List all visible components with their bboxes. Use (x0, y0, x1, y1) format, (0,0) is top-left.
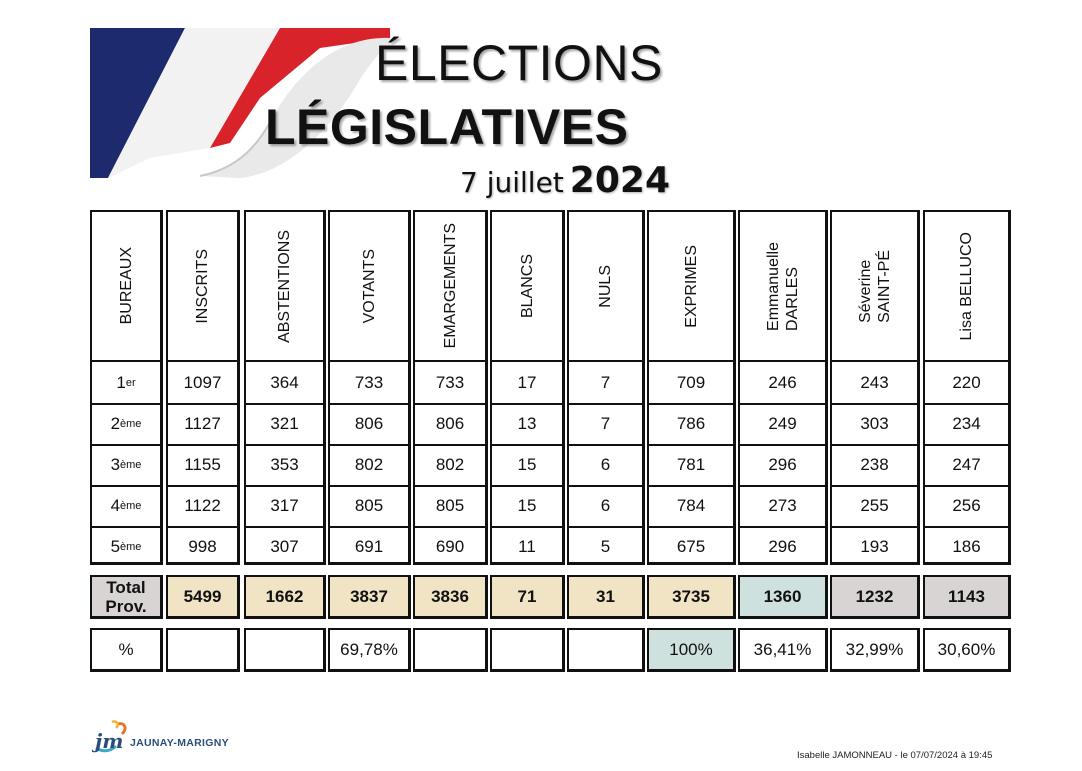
data-cell: 353 (246, 444, 323, 487)
column-nuls (567, 210, 645, 565)
header-label (441, 223, 460, 348)
header-line: VOTANTS (360, 248, 378, 324)
header-label (117, 247, 136, 324)
total-cell: 31 (567, 575, 645, 619)
bureau-ordinal: er (125, 376, 136, 389)
percent-cell (490, 628, 565, 672)
total-cell: 3735 (647, 575, 736, 619)
data-cell: 806 (415, 403, 485, 446)
data-cell: 17 (492, 362, 562, 405)
data-cell: 15 (492, 444, 562, 487)
data-cell: 234 (925, 403, 1008, 446)
data-cell: 709 (649, 362, 733, 405)
percent-cell (567, 628, 645, 672)
data-cell: 317 (246, 485, 323, 528)
data-cell: 784 (649, 485, 733, 528)
data-cell: 781 (649, 444, 733, 487)
header-line: Emmanuelle (764, 241, 782, 331)
data-cell: 802 (415, 444, 485, 487)
data-cell: 303 (832, 403, 917, 446)
data-cell: 786 (649, 403, 733, 446)
data-cell: 1097 (168, 362, 237, 405)
data-cell: 249 (740, 403, 825, 446)
data-cell: 6 (569, 444, 642, 487)
total-cell: 1662 (244, 575, 326, 619)
bureau-ordinal: ème (120, 499, 142, 512)
data-cell: 15 (492, 485, 562, 528)
header-label (596, 265, 615, 308)
header-exprimes (649, 212, 733, 362)
data-cell: 307 (270, 536, 299, 556)
data-cell: 186 (952, 536, 981, 556)
logo-text: JAUNAY-MARIGNY (130, 737, 229, 749)
header-darles (740, 212, 825, 362)
data-cell: 733 (330, 362, 408, 405)
header-inscrits (168, 212, 237, 362)
data-cell: 296 (740, 444, 825, 487)
data-cell: 11 (518, 536, 536, 556)
column-exprimes (647, 210, 736, 565)
data-cell: 13 (492, 403, 562, 446)
data-cell: 6 (569, 485, 642, 528)
bureau-number: 2 (110, 413, 121, 433)
data-cell: 675 (676, 536, 706, 556)
header-line: BUREAUX (117, 247, 135, 325)
header-line: Lisa BELLUCO (958, 231, 975, 341)
data-cell: 691 (354, 536, 384, 556)
total-cell: 1232 (830, 575, 920, 619)
data-cell: 7 (569, 362, 642, 405)
percent-label: % (90, 628, 163, 672)
data-cell: 5 (600, 536, 611, 556)
data-cell: 247 (925, 444, 1008, 487)
bureau-label (92, 362, 160, 405)
data-cell: 690 (435, 536, 465, 556)
percent-cell: 100% (647, 628, 736, 672)
column-darles (738, 210, 828, 565)
bureau-number: 4 (110, 495, 121, 515)
header-label (360, 249, 379, 323)
header-label (193, 249, 212, 324)
header-label (275, 230, 294, 343)
column-abstentions (244, 210, 326, 565)
column-emargements (413, 210, 488, 565)
header-label (518, 254, 537, 318)
total-label-line: Prov. (105, 596, 147, 616)
total-cell: 1143 (923, 575, 1011, 619)
data-cell: 1127 (168, 403, 237, 446)
data-cell: 364 (246, 362, 323, 405)
percent-cell (166, 628, 240, 672)
election-date (460, 160, 670, 201)
header-votants (330, 212, 408, 362)
header-belluco (925, 212, 1008, 362)
header-blancs (492, 212, 562, 362)
bureau-ordinal: ème (120, 540, 142, 553)
header-emargements (415, 212, 485, 362)
data-cell: 256 (925, 485, 1008, 528)
header-line: BLANCS (518, 253, 536, 319)
header-line: ABSTENTIONS (276, 229, 293, 343)
data-cell: 805 (415, 485, 485, 528)
percent-cell: 30,60% (923, 628, 1011, 672)
header-line: SAINT-PÉ (875, 249, 893, 323)
header-line: DARLES (783, 266, 801, 331)
data-cell: 321 (246, 403, 323, 446)
data-cell: 193 (860, 536, 889, 556)
jaunay-marigny-logo (92, 718, 242, 766)
total-cell: 71 (490, 575, 565, 619)
percent-cell (244, 628, 326, 672)
column-belluco (923, 210, 1011, 565)
bureau-ordinal: ème (120, 417, 142, 430)
data-cell: 802 (330, 444, 408, 487)
bureau-number: 5 (110, 536, 121, 556)
percent-cell: 32,99% (830, 628, 920, 672)
data-cell: 733 (415, 362, 485, 405)
data-cell: 243 (832, 362, 917, 405)
data-cell: 998 (188, 536, 217, 556)
data-cell: 296 (768, 536, 797, 556)
column-bureaux (90, 210, 163, 565)
header-label (764, 242, 802, 331)
column-inscrits (166, 210, 240, 565)
total-label-line: Total (106, 577, 146, 597)
column-saintpe (830, 210, 920, 565)
header-line: Séverine (856, 259, 874, 323)
bureau-ordinal: ème (120, 458, 142, 471)
data-cell: 238 (832, 444, 917, 487)
date-year: 2024 (569, 160, 670, 201)
percent-cell: 36,41% (738, 628, 828, 672)
percent-cell (413, 628, 488, 672)
data-cell: 805 (330, 485, 408, 528)
total-cell: 1360 (738, 575, 828, 619)
data-cell: 246 (740, 362, 825, 405)
header-label (682, 245, 701, 328)
percent-cell: 69,78% (328, 628, 411, 672)
bureau-label (92, 403, 160, 446)
title-legislatives: LÉGISLATIVES (265, 99, 629, 155)
jm-logo-icon (92, 718, 132, 766)
footer-author-note: Isabelle JAMONNEAU - le 07/07/2024 à 19:45 (797, 750, 993, 761)
total-cell: 3836 (413, 575, 488, 619)
column-blancs (490, 210, 565, 565)
column-votants (328, 210, 411, 565)
data-cell: 7 (569, 403, 642, 446)
total-cell: 3837 (328, 575, 411, 619)
total-cell: 5499 (166, 575, 240, 619)
header-label (856, 250, 894, 323)
header-line: NULS (597, 264, 614, 308)
total-label (90, 575, 163, 619)
header-saintpe (832, 212, 917, 362)
date-day: 7 juillet (460, 166, 564, 199)
data-cell: 273 (740, 485, 825, 528)
bureau-label (92, 485, 160, 528)
title-elections: ÉLECTIONS (375, 35, 663, 91)
header-label (957, 232, 976, 341)
header-nuls (569, 212, 642, 362)
header-abstentions (246, 212, 323, 362)
bureau-label (92, 526, 160, 567)
header-line: INSCRITS (194, 248, 211, 324)
bureau-label (92, 444, 160, 487)
data-cell: 1122 (168, 485, 237, 528)
data-cell: 1155 (168, 444, 237, 487)
header-line: EXPRIMES (682, 244, 700, 328)
svg-text:jm: jm (95, 729, 124, 753)
data-cell: 806 (330, 403, 408, 446)
header-line: EMARGEMENTS (441, 223, 459, 349)
header-bureaux (92, 212, 160, 362)
bureau-number: 1 (116, 372, 126, 392)
bureau-number: 3 (110, 454, 121, 474)
data-cell: 220 (925, 362, 1008, 405)
data-cell: 255 (832, 485, 917, 528)
